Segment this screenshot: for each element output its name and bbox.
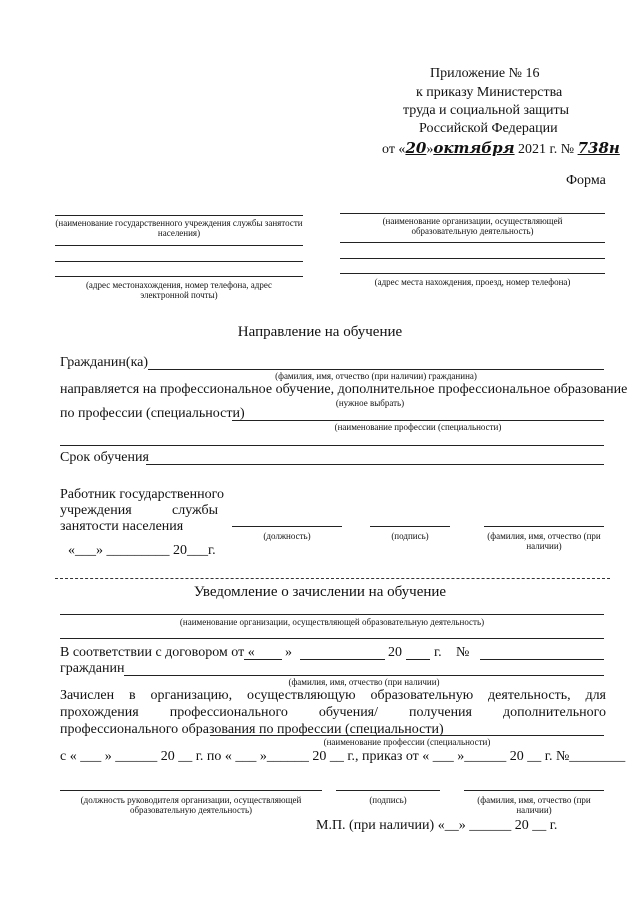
- citizens-caption: (фамилия, имя, отчество (при наличии): [288, 677, 440, 687]
- section2-title: Уведомление о зачислении на обучение: [193, 584, 447, 600]
- directed-text: направляется на профессиональное обучение, дополнительное профессиональное образование: [60, 382, 628, 397]
- enrolled-profession-caption: (наименование профессии (специальности): [323, 737, 491, 747]
- left-name-line: [55, 215, 303, 216]
- contract-month-field[interactable]: [300, 659, 385, 660]
- worker-line-1: Работник государственного: [60, 487, 225, 502]
- right-name-caption: (наименование организации, осуществляющей образовательную деятельность): [382, 216, 563, 236]
- left-address-line: [55, 276, 303, 277]
- date-month: октября: [433, 139, 515, 157]
- left-line-3: [55, 261, 303, 262]
- contract-no: №: [456, 645, 470, 660]
- right-name-line: [340, 213, 605, 214]
- contract-day-field[interactable]: [244, 659, 282, 660]
- section1-title: Направление на обучение: [237, 324, 403, 340]
- section-divider: [55, 578, 610, 579]
- citizens-label: гражданин: [60, 661, 125, 676]
- contract-label: В соответствии с договором от «: [60, 645, 255, 660]
- profession-caption: (наименование профессии (специальности): [334, 422, 502, 432]
- citizen-label: Гражданин(ка): [60, 355, 149, 370]
- head-signature-caption: (подпись): [369, 795, 407, 805]
- contract-g: г.: [434, 645, 442, 660]
- choose-caption: (нужное выбрать): [335, 398, 405, 408]
- mp-date-line: М.П. (при наличии) «__» ______ 20 __ г.: [316, 818, 558, 833]
- order-number: 738н: [577, 139, 620, 157]
- head-signature-field[interactable]: [336, 790, 440, 791]
- header-line-4: Российской Федерации: [419, 121, 558, 136]
- term-label: Срок обучения: [60, 450, 149, 465]
- date-day: 20: [405, 139, 427, 157]
- signature-field[interactable]: [370, 526, 450, 527]
- position-field[interactable]: [232, 526, 342, 527]
- section1-date-line: «___» _________ 20___г.: [68, 543, 216, 558]
- org-field[interactable]: [60, 614, 604, 615]
- profession-field[interactable]: [232, 420, 604, 421]
- citizen-field[interactable]: [148, 369, 604, 370]
- contract-close: »: [285, 645, 292, 660]
- fio-field[interactable]: [484, 526, 604, 527]
- head-position-field[interactable]: [60, 790, 322, 791]
- signature-caption: (подпись): [391, 531, 429, 541]
- left-name-caption: (наименование государственного учреждения службы занятости населения): [55, 218, 303, 238]
- head-fio-caption: (фамилия, имя, отчество (при наличии): [477, 795, 591, 815]
- worker-line-2b: службы: [172, 503, 219, 518]
- right-line-2: [340, 242, 605, 243]
- profession-label: по профессии (специальности): [60, 406, 245, 421]
- contract-year-field[interactable]: [406, 659, 430, 660]
- head-fio-field[interactable]: [464, 790, 604, 791]
- contract-year: 20: [388, 645, 402, 660]
- citizen-caption: (фамилия, имя, отчество (при наличии) гражданина): [275, 371, 477, 381]
- header-line-2: к приказу Министерства: [416, 85, 563, 100]
- org-caption: (наименование организации, осуществляющей образовательную деятельность): [179, 617, 485, 627]
- left-line-2: [55, 245, 303, 246]
- date-mid: »: [426, 142, 434, 157]
- worker-line-3: занятости населения: [60, 519, 184, 534]
- right-line-3: [340, 258, 605, 259]
- date-year: 2021 г. №: [514, 142, 578, 157]
- enrolled-profession-field[interactable]: [210, 735, 604, 736]
- header-line-3: труда и социальной защиты: [403, 103, 569, 118]
- fio-caption: (фамилия, имя, отчество (при наличии): [487, 531, 601, 551]
- term-field[interactable]: [146, 464, 604, 465]
- right-address-line: [340, 273, 605, 274]
- worker-line-2: учреждения: [60, 503, 132, 518]
- order-date: [382, 140, 620, 158]
- enrolled-text: Зачислен в организацию, осуществляющую образовательную деятельность, для прохождения профессионального обучения/ получения дополнительного профессионального образования по профессии (специальности): [60, 688, 606, 737]
- forma-label: Форма: [566, 173, 606, 188]
- position-caption: (должность): [263, 531, 311, 541]
- profession-field-2[interactable]: [60, 445, 604, 446]
- header-line-1: Приложение № 16: [430, 66, 540, 81]
- org-field-2[interactable]: [60, 638, 604, 639]
- period-line: с « ___ » ______ 20 __ г. по « ___ »______ 20 __ г., приказ от « ___ »______ 20 __ г. №________: [60, 749, 626, 764]
- head-position-caption: (должность руководителя организации, осуществляющей образовательную деятельность): [80, 795, 302, 815]
- left-address-caption: (адрес местонахождения, номер телефона, адрес электронной почты): [85, 280, 273, 300]
- date-prefix: от «: [382, 142, 406, 157]
- right-address-caption: (адрес места нахождения, проезд, номер телефона): [374, 277, 571, 287]
- contract-number-field[interactable]: [480, 659, 604, 660]
- citizens-field[interactable]: [124, 675, 604, 676]
